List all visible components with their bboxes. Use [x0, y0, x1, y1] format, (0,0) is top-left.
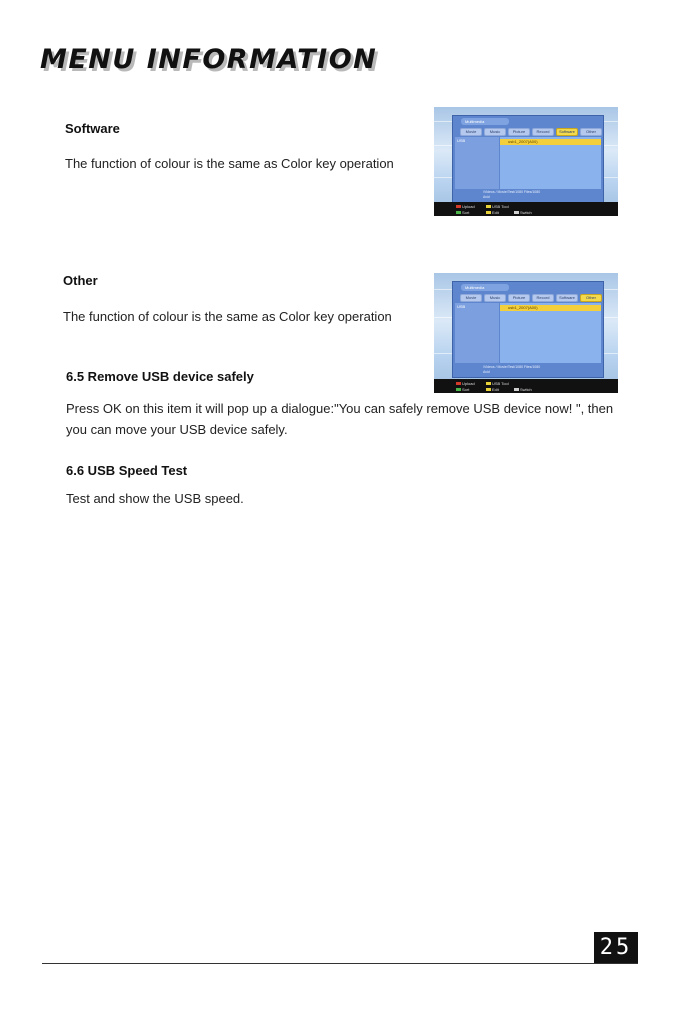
footer-rule — [42, 963, 638, 964]
legend-key-usb-tool — [486, 204, 509, 209]
path-line-2: Avid — [483, 370, 490, 374]
tab-movie: Movie — [460, 294, 482, 302]
page-title: MENU INFORMATION — [40, 44, 378, 75]
path-line-1: /Videos / Movie/Test/1080 Files/1080 — [483, 190, 541, 194]
file-pane — [500, 303, 601, 363]
selected-row: usb1_2007(A00) — [500, 139, 601, 145]
legend-key-switch — [514, 210, 532, 215]
color-swatch-icon — [456, 205, 461, 208]
tab-other: Other — [580, 128, 602, 136]
tab-bar — [460, 294, 602, 302]
tab-software: Software — [556, 128, 578, 136]
legend-label: Sort — [462, 387, 470, 392]
remove-usb-heading: 6.5 Remove USB device safely — [66, 369, 254, 384]
color-key-legend — [434, 202, 618, 216]
color-swatch-icon — [514, 388, 519, 391]
legend-label: Sort — [462, 210, 470, 215]
tab-other: Other — [580, 294, 602, 302]
page-number: 25 — [594, 932, 638, 963]
tv-screen — [452, 281, 604, 378]
legend-label: Upload — [462, 381, 475, 386]
tab-record: Record — [532, 128, 554, 136]
software-screenshot — [434, 107, 618, 216]
legend-label: Upload — [462, 204, 475, 209]
device-label: USB — [457, 304, 466, 309]
path-line-2: Avid — [483, 195, 490, 199]
other-screenshot — [434, 273, 618, 393]
device-pane — [455, 303, 499, 363]
color-swatch-icon — [456, 388, 461, 391]
remove-usb-body: Press OK on this item it will pop up a dialogue:"You can safely remove USB device now! ", then you can move your USB device safely. — [66, 401, 614, 437]
color-swatch-icon — [486, 205, 491, 208]
software-body: The function of colour is the same as Color key operation — [65, 156, 394, 171]
speed-test-heading: 6.6 USB Speed Test — [66, 463, 188, 478]
legend-key-upload — [456, 204, 475, 209]
speed-test-body: Test and show the USB speed. — [66, 491, 244, 506]
legend-label: USB Tool — [492, 204, 509, 209]
device-pane — [455, 137, 499, 189]
tab-software: Software — [556, 294, 578, 302]
tab-record: Record — [532, 294, 554, 302]
tab-picture: Picture — [508, 128, 530, 136]
color-swatch-icon — [456, 211, 461, 214]
legend-key-edit — [486, 387, 499, 392]
window-title: Multimedia — [461, 284, 509, 291]
legend-label: USB Tool — [492, 381, 509, 386]
color-swatch-icon — [486, 388, 491, 391]
color-swatch-icon — [456, 382, 461, 385]
tv-screen — [452, 115, 604, 203]
other-heading: Other — [63, 273, 98, 288]
legend-key-sort — [456, 210, 469, 215]
color-swatch-icon — [486, 382, 491, 385]
legend-key-upload — [456, 381, 475, 386]
legend-label: Edit — [492, 210, 499, 215]
color-swatch-icon — [486, 211, 491, 214]
device-label: USB — [457, 138, 466, 143]
legend-key-switch — [514, 387, 532, 392]
legend-label: Switch — [520, 210, 532, 215]
tab-music: Music — [484, 128, 506, 136]
selected-row: usb1_2007(A00) — [500, 305, 601, 311]
tab-picture: Picture — [508, 294, 530, 302]
legend-key-usb-tool — [486, 381, 509, 386]
window-title: Multimedia — [461, 118, 509, 125]
tab-bar — [460, 128, 602, 136]
tab-movie: Movie — [460, 128, 482, 136]
other-body: The function of colour is the same as Color key operation — [63, 309, 392, 324]
legend-label: Edit — [492, 387, 499, 392]
software-heading: Software — [65, 121, 120, 136]
color-key-legend — [434, 379, 618, 393]
path-line-1: /Videos / Movie/Test/1080 Files/1080 — [483, 365, 541, 369]
legend-label: Switch — [520, 387, 532, 392]
color-swatch-icon — [514, 211, 519, 214]
tab-music: Music — [484, 294, 506, 302]
file-pane — [500, 137, 601, 189]
legend-key-edit — [486, 210, 499, 215]
legend-key-sort — [456, 387, 469, 392]
